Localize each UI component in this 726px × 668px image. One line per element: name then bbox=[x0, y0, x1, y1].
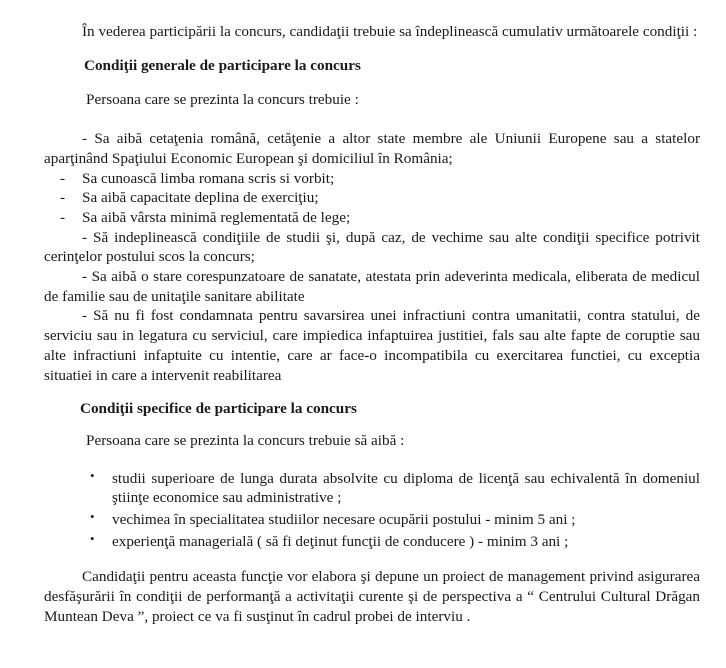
section-heading-general: Condiţii generale de participare la concurs bbox=[84, 56, 361, 74]
bullet-marker: • bbox=[90, 509, 95, 525]
bullet-marker: • bbox=[90, 467, 95, 483]
list-item bbox=[44, 228, 700, 267]
list-item-text: vechimea în specialitatea studiilor necesare ocupării postului - minim 5 ani ; bbox=[112, 511, 576, 529]
list-item-text: studii superioare de lunga durata absolvite cu diploma de licenţă sau echivalentă în domeniul ştiinţe economice sau administrative ; bbox=[112, 469, 700, 507]
list-item bbox=[44, 306, 700, 385]
dash-marker: - bbox=[82, 307, 88, 325]
closing-paragraph: Candidaţii pentru aceasta funcţie vor elabora şi depune un proiect de management privind asigurarea desfăşurării în condiţii de performanţă a activitaţii curente şi de perspectiva a “ Centrului Cultural Drăgan Muntean Deva ”, proiect ce va fi susţinut în cadrul probei de interviu . bbox=[44, 567, 700, 625]
list-item-text: Să indeplinească condiţiile de studii şi, după caz, de vechime sau alte condiţii specifice potrivit cerinţelor postului scos la concurs; bbox=[44, 228, 700, 266]
dash-marker: - bbox=[60, 209, 66, 226]
specific-conditions-list bbox=[44, 469, 700, 552]
general-conditions-list bbox=[44, 129, 700, 385]
dash-marker: - bbox=[82, 228, 88, 246]
dash-marker: - bbox=[82, 130, 88, 148]
list-item bbox=[44, 129, 700, 168]
dash-marker: - bbox=[82, 268, 88, 286]
list-item bbox=[44, 188, 700, 208]
list-item-text: Sa aibă capacitate deplina de exerciţiu; bbox=[82, 189, 319, 207]
list-item-text: Sa aibă cetaţenia română, cetăţenie a altor state membre ale Uniunii Europene sau a statelor aparţinând Spaţiului Economic European şi domiciliul în România; bbox=[44, 130, 701, 167]
list-item-text: experienţă managerială ( să fi deţinut funcţii de conducere ) - minim 3 ani ; bbox=[112, 532, 569, 550]
list-item bbox=[44, 267, 700, 306]
list-item bbox=[44, 532, 700, 552]
intro-paragraph: În vederea participării la concurs, candidaţii trebuie sa îndeplinească cumulativ următoarele condiţii : bbox=[82, 23, 698, 40]
list-item bbox=[44, 469, 700, 509]
list-item-text: Să nu fi fost condamnata pentru savarsirea unei infractiuni contra umanitatii, contra statului, de serviciu sau in legatura cu serviciul, care impiedica infaptuirea justitiei, fals sau alte fapte de coruptie sau alte infractiuni infaptuite cu intentie, care ar face-o incompatibila cu exercitarea functiei, cu exceptia situatiei in care a intervenit reabilitarea bbox=[44, 307, 701, 384]
list-item-text: Sa aibă vârsta minimă reglementată de lege; bbox=[82, 209, 351, 226]
list-item-text: Sa aibă o stare corespunzatoare de sanatate, atestata prin adeverinta medicala, eliberata de medicul de familie sau de unitaţile sanitare abilitate bbox=[44, 268, 700, 305]
section-heading-specific: Condiţii specifice de participare la concurs bbox=[80, 400, 357, 418]
dash-marker: - bbox=[60, 189, 66, 207]
dash-marker: - bbox=[60, 169, 66, 187]
section-specific-lead: Persoana care se prezinta la concurs trebuie să aibă : bbox=[86, 431, 405, 449]
section-general-lead: Persoana care se prezinta la concurs trebuie : bbox=[86, 90, 359, 108]
list-item-text: Sa cunoască limba romana scris si vorbit; bbox=[82, 169, 335, 187]
bullet-marker: • bbox=[90, 530, 95, 546]
list-item bbox=[44, 510, 700, 530]
list-item bbox=[44, 169, 700, 189]
list-item bbox=[44, 208, 700, 228]
